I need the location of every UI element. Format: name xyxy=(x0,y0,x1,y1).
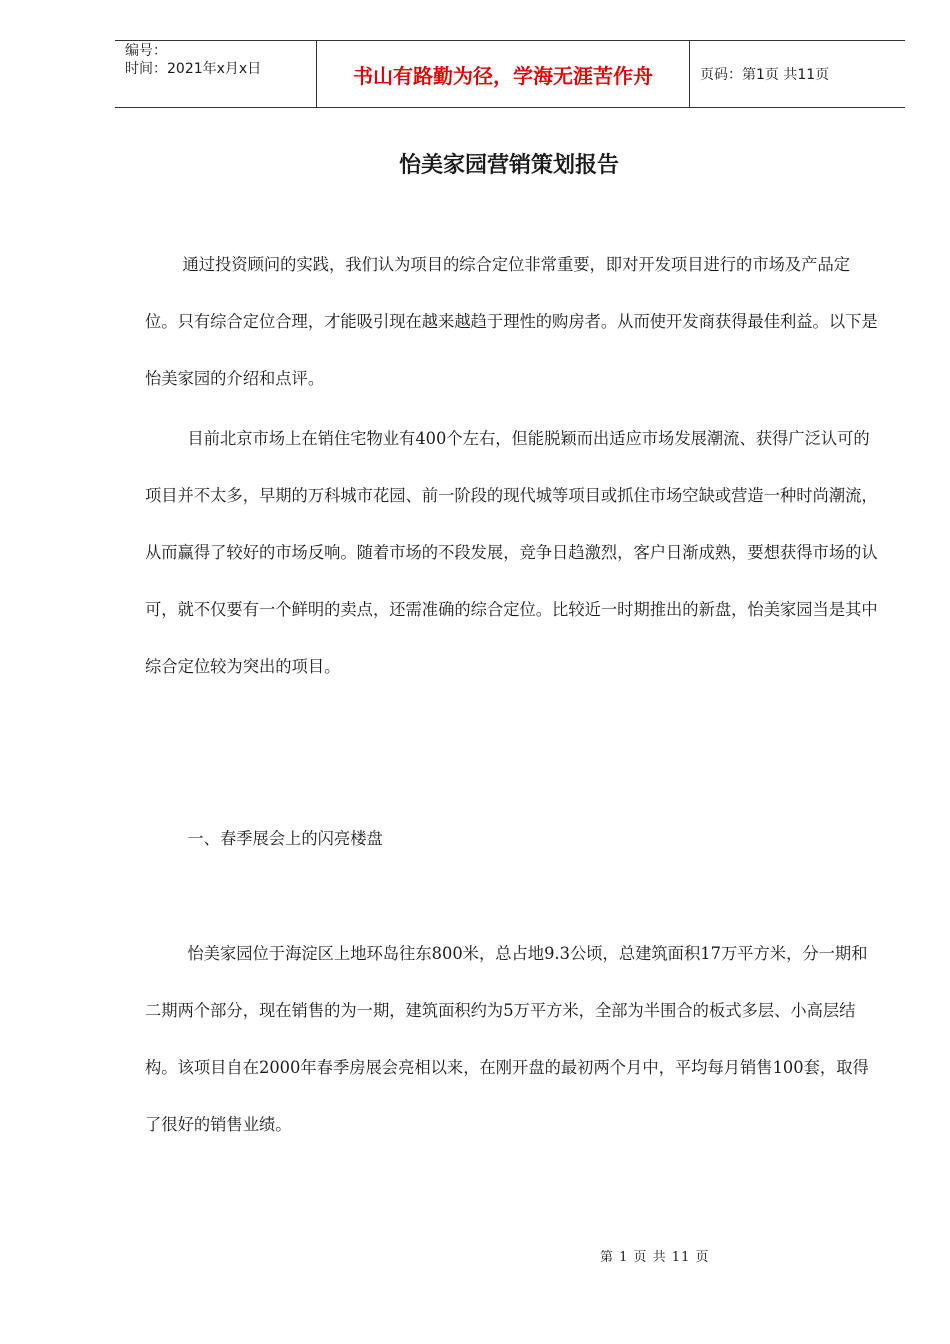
section-heading-1: 一、春季展会上的闪亮楼盘 xyxy=(187,829,383,848)
header-meta-cell xyxy=(115,41,317,107)
footer-page-number: 第 1 页 共 11 页 xyxy=(600,1250,710,1265)
paragraph-project: 怡美家园位于海淀区上地环岛往东800米，总占地9.3公顷，总建筑面积17万平方米，分一期和二期两个部分，现在销售的为一期，建筑面积约为5万平方米，全部为半围合的板式多层、小高层结构。该项目自在2000年春季房展会亮相以来，在刚开盘的最初两个月中，平均每月销售100套，取得了很好的销售业绩。 xyxy=(145,944,869,1134)
time-label: 时间：2021年x月x日 xyxy=(125,61,262,77)
page-number-label: 页码：第1页 共11页 xyxy=(700,67,830,83)
serial-number-label: 编号： xyxy=(125,43,167,59)
header-page-cell xyxy=(690,41,905,107)
document-title: 怡美家园营销策划报告 xyxy=(398,153,619,178)
header-table xyxy=(115,40,905,108)
header-motto-cell xyxy=(317,41,690,107)
paragraph-intro: 通过投资顾问的实践，我们认为项目的综合定位非常重要，即对开发项目进行的市场及产品定位。只有综合定位合理，才能吸引现在越来越趋于理性的购房者。从而使开发商获得最佳利益。以下是怡美家园的介绍和点评。 xyxy=(145,255,878,388)
motto-text: 书山有路勤为径，学海无涯苦作舟 xyxy=(353,63,653,88)
paragraph-market: 目前北京市场上在销住宅物业有400个左右，但能脱颖而出适应市场发展潮流、获得广泛认可的项目并不太多，早期的万科城市花园、前一阶段的现代城等项目或抓住市场空缺或营造一种时尚潮流，从而赢得了较好的市场反响。随着市场的不段发展，竞争日趋激烈，客户日渐成熟，要想获得市场的认可，就不仅要有一个鲜明的卖点，还需准确的综合定位。比较近一时期推出的新盘，怡美家园当是其中综合定位较为突出的项目。 xyxy=(145,429,878,676)
